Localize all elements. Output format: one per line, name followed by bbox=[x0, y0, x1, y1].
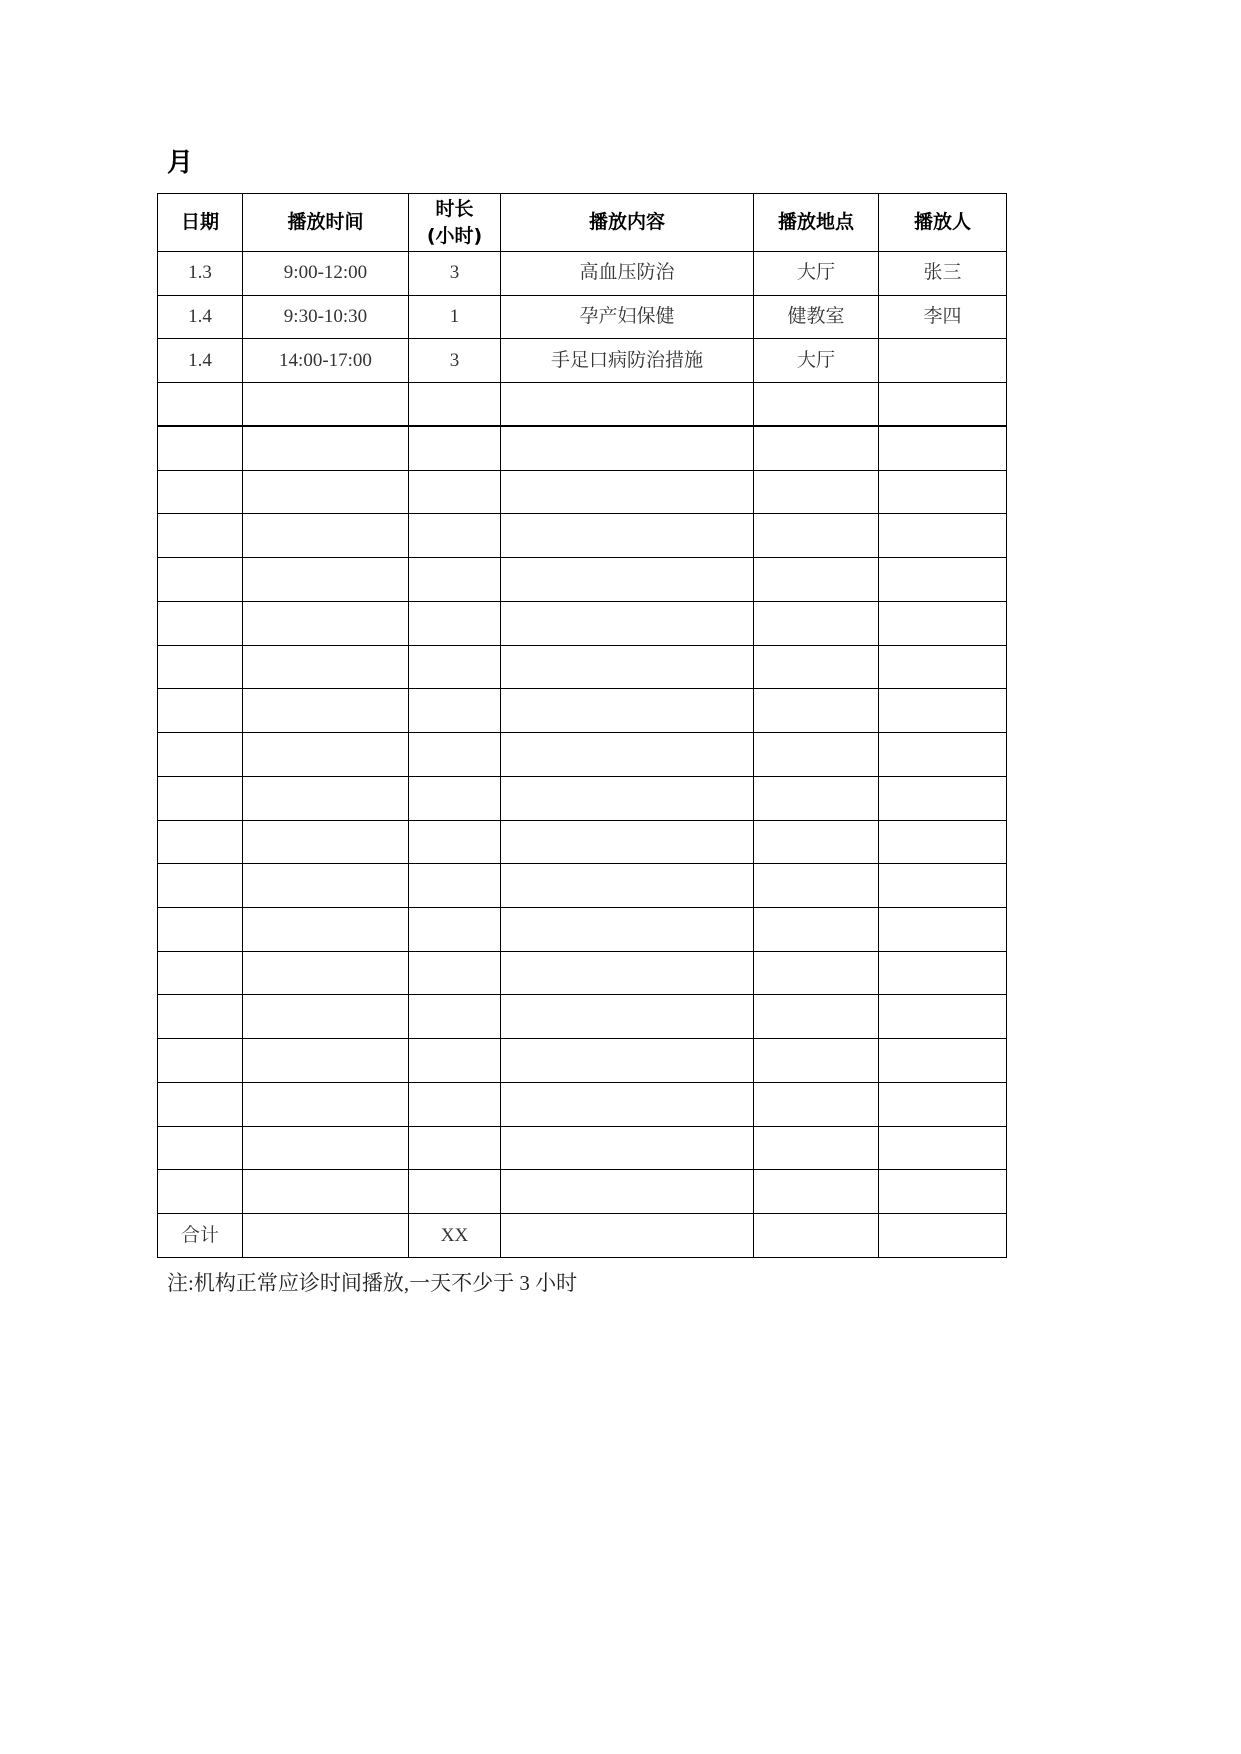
time-cell bbox=[243, 601, 409, 645]
location-cell bbox=[754, 426, 879, 470]
content-cell bbox=[501, 514, 754, 558]
content-cell bbox=[501, 820, 754, 864]
time-cell bbox=[243, 689, 409, 733]
table-row bbox=[158, 645, 1007, 689]
table-row bbox=[158, 951, 1007, 995]
table-row bbox=[158, 470, 1007, 514]
presenter-cell bbox=[879, 470, 1007, 514]
duration-cell bbox=[409, 645, 501, 689]
content-cell bbox=[501, 558, 754, 602]
table-row bbox=[158, 820, 1007, 864]
date-cell bbox=[158, 514, 243, 558]
table-row bbox=[158, 339, 1007, 383]
total-time-cell bbox=[243, 1214, 409, 1258]
table-row bbox=[158, 864, 1007, 908]
date-cell bbox=[158, 776, 243, 820]
location-cell bbox=[754, 470, 879, 514]
table-row bbox=[158, 1039, 1007, 1083]
date-cell bbox=[158, 864, 243, 908]
broadcast-schedule-table bbox=[157, 193, 1007, 1258]
table-row bbox=[158, 1126, 1007, 1170]
table-row bbox=[158, 1170, 1007, 1214]
content-cell bbox=[501, 470, 754, 514]
table-row bbox=[158, 383, 1007, 427]
header-location: 播放地点 bbox=[754, 194, 879, 252]
duration-cell bbox=[409, 951, 501, 995]
content-cell bbox=[501, 645, 754, 689]
content-cell bbox=[501, 1126, 754, 1170]
duration-cell bbox=[409, 820, 501, 864]
time-cell: 9:00-12:00 bbox=[243, 252, 409, 296]
duration-cell bbox=[409, 1126, 501, 1170]
time-cell bbox=[243, 1170, 409, 1214]
date-cell bbox=[158, 601, 243, 645]
date-cell bbox=[158, 995, 243, 1039]
duration-cell bbox=[409, 426, 501, 470]
content-cell bbox=[501, 689, 754, 733]
presenter-cell bbox=[879, 689, 1007, 733]
time-cell: 9:30-10:30 bbox=[243, 295, 409, 339]
location-cell bbox=[754, 601, 879, 645]
duration-cell bbox=[409, 689, 501, 733]
presenter-cell bbox=[879, 514, 1007, 558]
location-cell: 大厅 bbox=[754, 339, 879, 383]
header-date: 日期 bbox=[158, 194, 243, 252]
total-label-cell: 合计 bbox=[158, 1214, 243, 1258]
total-duration-cell: XX bbox=[409, 1214, 501, 1258]
date-cell bbox=[158, 558, 243, 602]
presenter-cell bbox=[879, 864, 1007, 908]
time-cell bbox=[243, 383, 409, 427]
location-cell: 大厅 bbox=[754, 252, 879, 296]
location-cell bbox=[754, 514, 879, 558]
location-cell bbox=[754, 383, 879, 427]
content-cell bbox=[501, 601, 754, 645]
duration-cell bbox=[409, 864, 501, 908]
time-cell bbox=[243, 908, 409, 952]
date-cell bbox=[158, 1126, 243, 1170]
location-cell bbox=[754, 1126, 879, 1170]
total-content-cell bbox=[501, 1214, 754, 1258]
date-cell bbox=[158, 1082, 243, 1126]
time-cell bbox=[243, 558, 409, 602]
date-cell bbox=[158, 1170, 243, 1214]
location-cell bbox=[754, 1039, 879, 1083]
header-duration bbox=[409, 194, 501, 252]
location-cell bbox=[754, 864, 879, 908]
total-row bbox=[158, 1214, 1007, 1258]
time-cell bbox=[243, 820, 409, 864]
content-cell: 手足口病防治措施 bbox=[501, 339, 754, 383]
duration-cell bbox=[409, 908, 501, 952]
table-row bbox=[158, 733, 1007, 777]
table-row bbox=[158, 514, 1007, 558]
presenter-cell bbox=[879, 601, 1007, 645]
header-duration-unit: (小时) bbox=[426, 224, 483, 247]
duration-cell bbox=[409, 776, 501, 820]
time-cell bbox=[243, 864, 409, 908]
table-row bbox=[158, 776, 1007, 820]
location-cell bbox=[754, 951, 879, 995]
table-row bbox=[158, 601, 1007, 645]
date-cell bbox=[158, 470, 243, 514]
date-cell bbox=[158, 951, 243, 995]
presenter-cell bbox=[879, 645, 1007, 689]
footnote: 注:机构正常应诊时间播放,一天不少于 3 小时 bbox=[167, 1271, 578, 1295]
duration-cell bbox=[409, 601, 501, 645]
location-cell bbox=[754, 1170, 879, 1214]
presenter-cell bbox=[879, 820, 1007, 864]
time-cell bbox=[243, 426, 409, 470]
presenter-cell bbox=[879, 908, 1007, 952]
location-cell bbox=[754, 1082, 879, 1126]
total-location-cell bbox=[754, 1214, 879, 1258]
table-row bbox=[158, 252, 1007, 296]
header-time: 播放时间 bbox=[243, 194, 409, 252]
presenter-cell bbox=[879, 1082, 1007, 1126]
page-title: 月 bbox=[167, 148, 194, 178]
time-cell bbox=[243, 470, 409, 514]
presenter-cell bbox=[879, 1170, 1007, 1214]
date-cell bbox=[158, 645, 243, 689]
date-cell bbox=[158, 908, 243, 952]
header-content: 播放内容 bbox=[501, 194, 754, 252]
table-row bbox=[158, 426, 1007, 470]
presenter-cell bbox=[879, 426, 1007, 470]
presenter-cell bbox=[879, 776, 1007, 820]
date-cell bbox=[158, 383, 243, 427]
table-row bbox=[158, 1082, 1007, 1126]
table-header-row bbox=[158, 194, 1007, 252]
table-body bbox=[158, 252, 1007, 1214]
content-cell bbox=[501, 426, 754, 470]
presenter-cell bbox=[879, 951, 1007, 995]
location-cell: 健教室 bbox=[754, 295, 879, 339]
location-cell bbox=[754, 558, 879, 602]
duration-cell bbox=[409, 470, 501, 514]
content-cell bbox=[501, 1082, 754, 1126]
location-cell bbox=[754, 908, 879, 952]
presenter-cell bbox=[879, 995, 1007, 1039]
duration-cell bbox=[409, 995, 501, 1039]
content-cell bbox=[501, 383, 754, 427]
presenter-cell bbox=[879, 1039, 1007, 1083]
table-row bbox=[158, 558, 1007, 602]
presenter-cell bbox=[879, 1126, 1007, 1170]
content-cell: 高血压防治 bbox=[501, 252, 754, 296]
presenter-cell bbox=[879, 339, 1007, 383]
content-cell bbox=[501, 776, 754, 820]
time-cell bbox=[243, 733, 409, 777]
duration-cell bbox=[409, 383, 501, 427]
duration-cell: 3 bbox=[409, 339, 501, 383]
table-row bbox=[158, 295, 1007, 339]
date-cell bbox=[158, 426, 243, 470]
location-cell bbox=[754, 645, 879, 689]
time-cell bbox=[243, 951, 409, 995]
duration-cell bbox=[409, 514, 501, 558]
duration-cell bbox=[409, 1039, 501, 1083]
presenter-cell bbox=[879, 383, 1007, 427]
location-cell bbox=[754, 733, 879, 777]
total-presenter-cell bbox=[879, 1214, 1007, 1258]
date-cell bbox=[158, 820, 243, 864]
duration-cell bbox=[409, 1170, 501, 1214]
duration-cell bbox=[409, 733, 501, 777]
date-cell: 1.4 bbox=[158, 295, 243, 339]
date-cell: 1.4 bbox=[158, 339, 243, 383]
duration-cell bbox=[409, 558, 501, 602]
content-cell: 孕产妇保健 bbox=[501, 295, 754, 339]
date-cell bbox=[158, 689, 243, 733]
date-cell bbox=[158, 733, 243, 777]
duration-cell: 3 bbox=[409, 252, 501, 296]
presenter-cell: 张三 bbox=[879, 252, 1007, 296]
content-cell bbox=[501, 1039, 754, 1083]
header-presenter: 播放人 bbox=[879, 194, 1007, 252]
presenter-cell bbox=[879, 558, 1007, 602]
content-cell bbox=[501, 908, 754, 952]
time-cell bbox=[243, 514, 409, 558]
duration-cell bbox=[409, 1082, 501, 1126]
time-cell bbox=[243, 1039, 409, 1083]
time-cell bbox=[243, 776, 409, 820]
content-cell bbox=[501, 995, 754, 1039]
duration-cell: 1 bbox=[409, 295, 501, 339]
location-cell bbox=[754, 689, 879, 733]
date-cell: 1.3 bbox=[158, 252, 243, 296]
location-cell bbox=[754, 995, 879, 1039]
table-row bbox=[158, 908, 1007, 952]
presenter-cell bbox=[879, 733, 1007, 777]
content-cell bbox=[501, 1170, 754, 1214]
time-cell bbox=[243, 1126, 409, 1170]
content-cell bbox=[501, 951, 754, 995]
table-row bbox=[158, 689, 1007, 733]
location-cell bbox=[754, 820, 879, 864]
location-cell bbox=[754, 776, 879, 820]
content-cell bbox=[501, 864, 754, 908]
content-cell bbox=[501, 733, 754, 777]
time-cell bbox=[243, 995, 409, 1039]
time-cell bbox=[243, 645, 409, 689]
time-cell: 14:00-17:00 bbox=[243, 339, 409, 383]
date-cell bbox=[158, 1039, 243, 1083]
table-row bbox=[158, 995, 1007, 1039]
presenter-cell: 李四 bbox=[879, 295, 1007, 339]
header-duration-label: 时长 bbox=[435, 197, 474, 220]
time-cell bbox=[243, 1082, 409, 1126]
